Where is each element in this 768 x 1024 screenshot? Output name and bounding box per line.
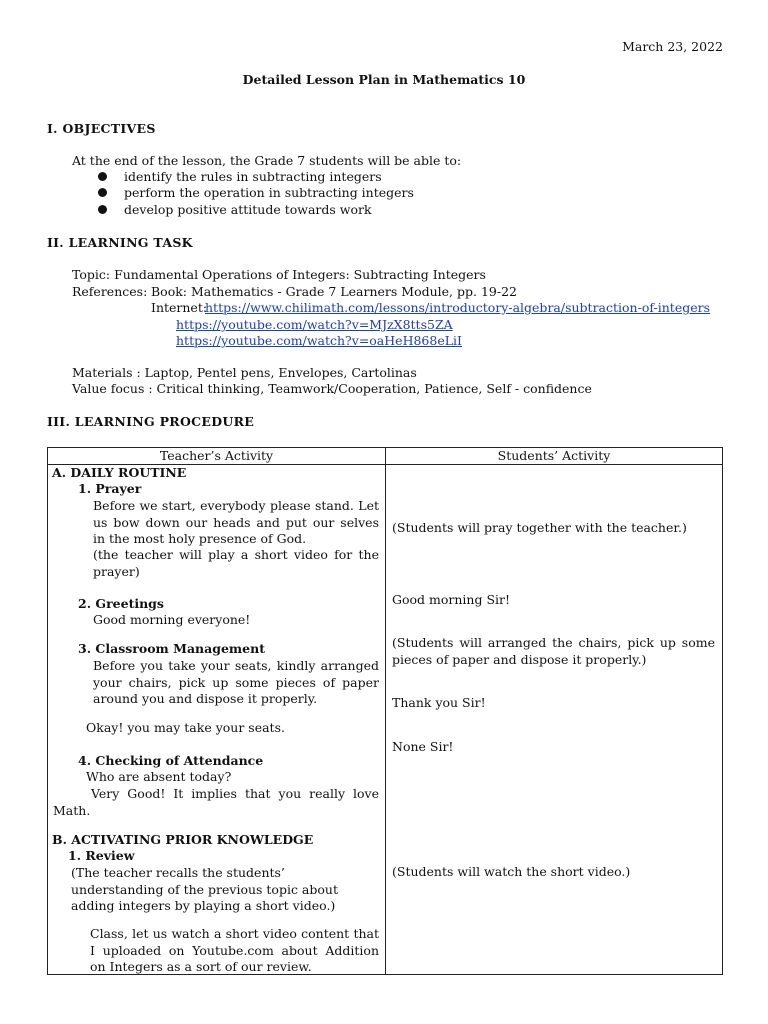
activity-table — [47, 447, 723, 975]
prayer-note: (the teacher will play a short video for the prayer) — [93, 547, 379, 579]
bullet-icon — [98, 205, 107, 214]
attendance-response: Very Good! It implies that you really love Math. — [53, 786, 379, 818]
attendance-heading: 4. Checking of Attendance — [78, 753, 264, 768]
students-arrange: (Students will arranged the chairs, pick up some pieces of paper and dispose it properly.) — [392, 635, 715, 667]
daily-routine-heading: A. DAILY ROUTINE — [52, 465, 187, 480]
objectives-intro: At the end of the lesson, the Grade 7 students will be able to: — [72, 153, 462, 168]
classroom-management-heading: 3. Classroom Management — [78, 641, 265, 656]
review-heading: 1. Review — [68, 848, 135, 863]
document-date: March 23, 2022 — [622, 39, 723, 54]
attendance-question: Who are absent today? — [86, 769, 232, 784]
objectives-heading: I. OBJECTIVES — [47, 121, 156, 136]
prior-knowledge-heading: B. ACTIVATING PRIOR KNOWLEDGE — [52, 832, 314, 847]
prayer-heading: 1. Prayer — [78, 481, 142, 496]
greetings-text: Good morning everyone! — [93, 612, 251, 627]
document-title: Detailed Lesson Plan in Mathematics 10 — [242, 72, 526, 87]
students-thanks: Thank you Sir! — [392, 695, 486, 710]
objective-item: identify the rules in subtracting integers — [124, 169, 382, 184]
learning-procedure-heading: III. LEARNING PROCEDURE — [47, 414, 255, 429]
students-none: None Sir! — [392, 739, 454, 754]
students-greet: Good morning Sir! — [392, 592, 510, 607]
okay-seats-text: Okay! you may take your seats. — [86, 720, 285, 735]
classroom-management-text: Before you take your seats, kindly arranged your chairs, pick up some pieces of paper around you and dispose it properly. — [93, 658, 379, 706]
bullet-icon — [98, 172, 107, 181]
topic-line: Topic: Fundamental Operations of Integers: Subtracting Integers — [72, 267, 486, 282]
learning-task-heading: II. LEARNING TASK — [47, 235, 193, 250]
teacher-activity-cell — [48, 465, 386, 975]
objective-item: perform the operation in subtracting integers — [124, 185, 414, 200]
greetings-heading: 2. Greetings — [78, 596, 164, 611]
bullet-icon — [98, 188, 107, 197]
reference-link-chilimath[interactable]: https://www.chilimath.com/lessons/introductory-algebra/subtraction-of-integers — [205, 300, 711, 315]
materials-line: Materials : Laptop, Pentel pens, Envelopes, Cartolinas — [72, 365, 417, 380]
book-reference: Book: Mathematics - Grade 7 Learners Module, pp. 19-22 — [151, 284, 517, 299]
students-watch: (Students will watch the short video.) — [392, 864, 631, 879]
students-activity-cell — [386, 465, 723, 975]
prayer-text: Before we start, everybody please stand. Let us bow down our heads and put our selves in the most holy presence of God. — [93, 498, 379, 546]
students-pray: (Students will pray together with the teacher.) — [392, 520, 687, 535]
reference-link-youtube-1[interactable]: https://youtube.com/watch?v=MJzX8tts5ZA — [176, 317, 453, 332]
value-focus-line: Value focus : Critical thinking, Teamwork/Cooperation, Patience, Self - confidence — [72, 381, 592, 396]
review-note: (The teacher recalls the students’ understanding of the previous topic about adding integers by playing a short video.) — [71, 865, 338, 913]
reference-link-youtube-2[interactable]: https://youtube.com/watch?v=oaHeH868eLiI — [176, 333, 462, 348]
students-activity-header: Students’ Activity — [386, 448, 723, 465]
references-label: References: — [72, 284, 148, 299]
objective-item: develop positive attitude towards work — [124, 202, 372, 217]
teacher-activity-header: Teacher’s Activity — [48, 448, 386, 465]
review-text: Class, let us watch a short video content that I uploaded on Youtube.com about Addition on Integers as a sort of our review. — [90, 926, 379, 974]
internet-label: Internet: — [151, 300, 208, 315]
